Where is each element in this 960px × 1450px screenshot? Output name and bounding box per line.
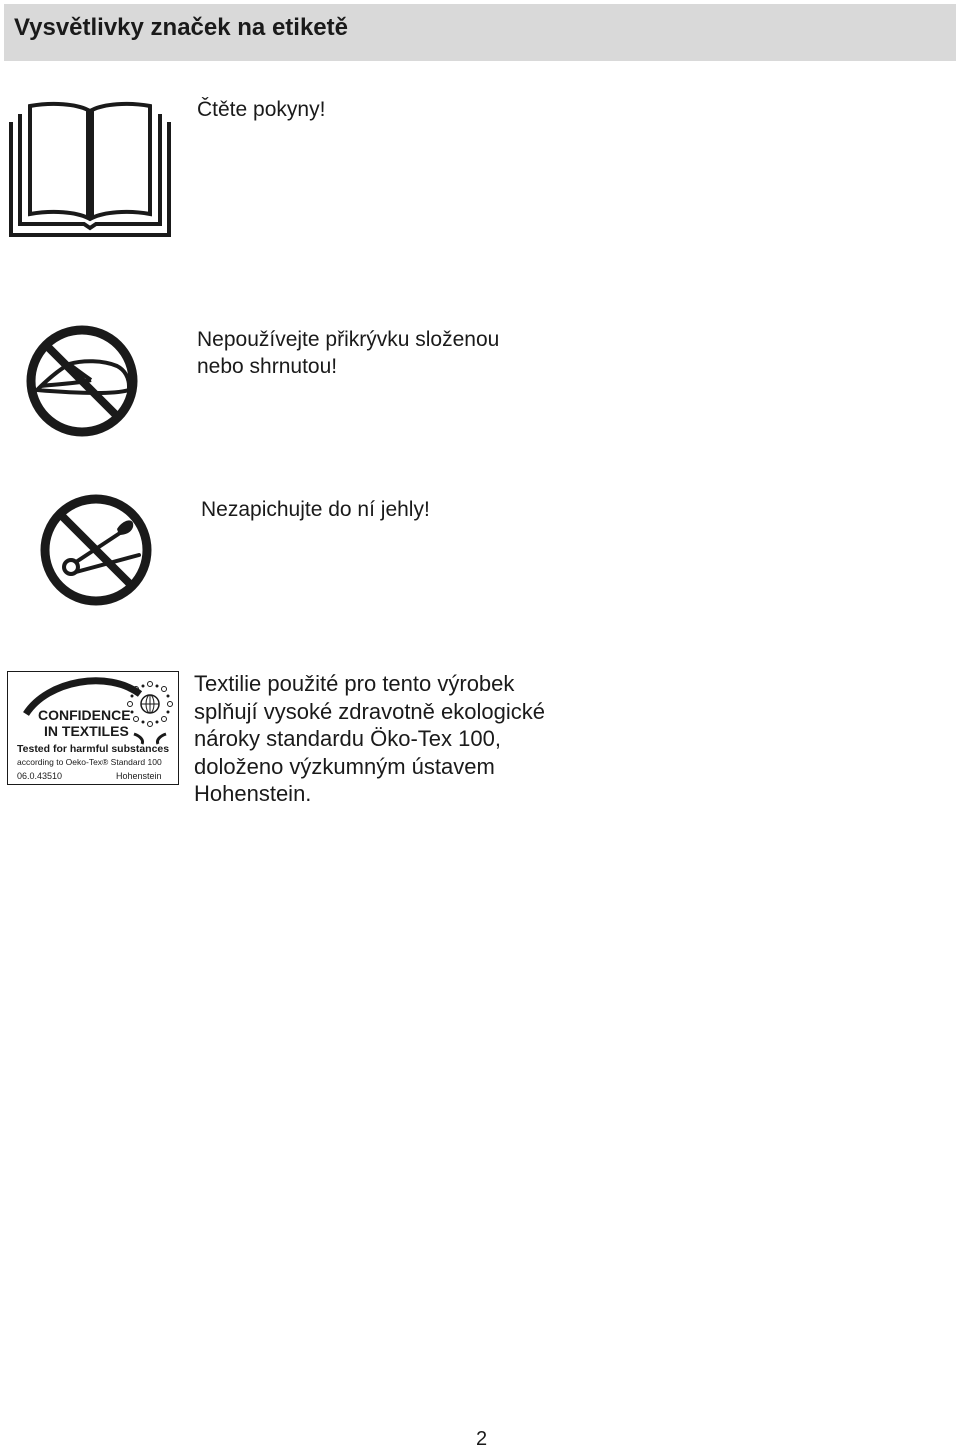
oeko-line1: CONFIDENCE [38,707,131,723]
text-line: nebo shrnutou! [197,355,338,378]
text-line: Nepoužívejte přikrývku složenou [197,328,500,351]
oeko-code: 06.0.43510 [17,771,63,781]
text-line: nároky standardu Öko-Tex 100, [194,726,501,751]
text-line: doloženo výzkumným ústavem [194,753,495,779]
oeko-tex-label-icon [7,671,179,785]
page-number: 2 [476,1428,488,1450]
text-line: Hohenstein. [194,781,312,806]
text-line: Nezapichujte do ní jehly! [201,498,430,521]
page-title: Vysvětlivky značek na etiketě [14,14,348,41]
oeko-line3: Tested for harmful substances [17,743,170,755]
section-header [4,4,956,61]
oeko-line4: according to Oeko-Tex® Standard 100 [17,757,162,767]
item-text-no-pins [201,496,430,523]
oeko-line2: IN TEXTILES [44,723,129,739]
oeko-institute: Hohenstein [116,771,162,781]
text-line: Čtěte pokyny! [197,98,326,121]
no-safety-pin-icon [39,493,153,607]
book-icon [8,100,172,238]
text-line: splňují vysoké zdravotně ekologické [194,698,545,724]
no-folded-blanket-icon [25,324,139,438]
item-text-read-instructions [197,96,325,123]
text-line: Textilie použité pro tento výrobek [194,671,515,696]
item-text-no-folded [197,326,499,380]
item-text-oeko-tex [194,670,545,808]
